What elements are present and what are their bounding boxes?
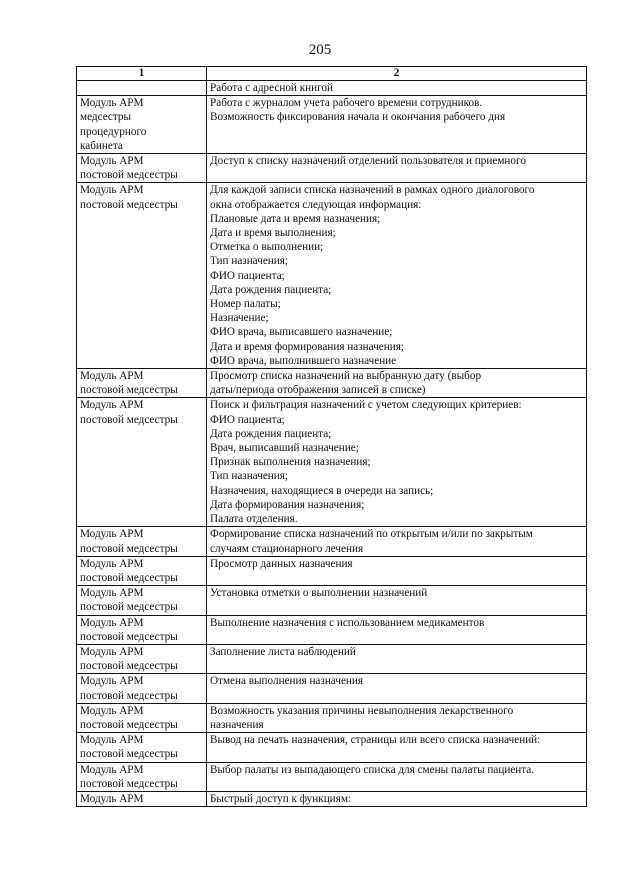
function-text-line: Просмотр списка назначений на выбранную дату (выбор xyxy=(210,370,482,383)
table-row xyxy=(77,615,587,644)
module-text-line: Модуль АРМ xyxy=(80,184,144,197)
module-text-line: Модуль АРМ xyxy=(80,704,144,717)
function-text-line: Доступ к списку назначений отделений пользователя и приемного xyxy=(210,155,526,168)
function-cell xyxy=(207,183,587,369)
function-text-line: Выполнение назначения с использованием медикаментов xyxy=(210,616,485,629)
module-cell xyxy=(77,703,207,732)
function-text-line: Плановые дата и время назначения; xyxy=(210,212,381,225)
function-text-line: назначения xyxy=(210,718,264,731)
function-text-line: Формирование списка назначений по открытым и/или по закрытым xyxy=(210,528,533,541)
module-cell xyxy=(77,369,207,398)
module-text-line: постовой медсестры xyxy=(80,169,178,182)
table-row xyxy=(77,183,587,369)
module-text-line: кабинета xyxy=(80,139,123,152)
table-row xyxy=(77,527,587,556)
table-row xyxy=(77,81,587,96)
function-text-line: Просмотр данных назначения xyxy=(210,557,353,570)
function-cell xyxy=(207,762,587,791)
table-row xyxy=(77,154,587,183)
column-header-1: 1 xyxy=(77,67,207,81)
module-cell xyxy=(77,398,207,527)
module-text-line: Модуль АРМ xyxy=(80,399,144,412)
table-row xyxy=(77,644,587,673)
page-number: 205 xyxy=(308,42,332,58)
function-text-line: ФИО пациента; xyxy=(210,413,285,426)
function-cell xyxy=(207,96,587,154)
module-text-line: постовой медсестры xyxy=(80,198,178,211)
requirements-table xyxy=(76,66,587,807)
module-text-line: Модуль АРМ xyxy=(80,557,144,570)
function-text-line: Номер палаты; xyxy=(210,298,281,311)
function-cell xyxy=(207,644,587,673)
module-text-line: Модуль АРМ xyxy=(80,645,144,658)
module-text-line: Модуль АРМ xyxy=(80,792,144,805)
function-text-line: даты/периода отображения записей в списке) xyxy=(210,384,426,397)
column-header-2: 2 xyxy=(207,67,587,81)
table-row xyxy=(77,733,587,762)
module-text-line: постовой медсестры xyxy=(80,689,178,702)
module-cell xyxy=(77,586,207,615)
function-cell xyxy=(207,733,587,762)
module-cell xyxy=(77,615,207,644)
module-cell xyxy=(77,791,207,806)
function-text-line: Дата и время формирования назначения; xyxy=(210,340,404,353)
function-cell xyxy=(207,703,587,732)
module-text-line: постовой медсестры xyxy=(80,413,178,426)
function-text-line: Дата рождения пациента; xyxy=(210,427,332,440)
function-text-line: случаям стационарного лечения xyxy=(210,542,364,555)
table-row xyxy=(77,703,587,732)
function-text-line: Возможность фиксирования начала и окончания рабочего дня xyxy=(210,111,506,124)
function-text-line: Быстрый доступ к функциям: xyxy=(210,792,352,805)
function-cell xyxy=(207,81,587,96)
function-text-line: Вывод на печать назначения, страницы или всего списка назначений: xyxy=(210,734,541,747)
function-text-line: Дата рождения пациента; xyxy=(210,283,332,296)
module-text-line: постовой медсестры xyxy=(80,748,178,761)
module-text-line: постовой медсестры xyxy=(80,630,178,643)
function-text-line: Врач, выписавший назначение; xyxy=(210,442,359,455)
module-text-line: медсестры xyxy=(80,111,132,124)
module-cell xyxy=(77,556,207,585)
module-cell xyxy=(77,762,207,791)
function-text-line: ФИО врача, выписавшего назначение; xyxy=(210,326,393,339)
function-cell xyxy=(207,615,587,644)
module-text-line: процедурного xyxy=(80,125,147,138)
module-text-line: Модуль АРМ xyxy=(80,616,144,629)
table-row xyxy=(77,791,587,806)
function-text-line: Возможность указания причины невыполнения лекарственного xyxy=(210,704,514,717)
table-row xyxy=(77,556,587,585)
module-text-line: постовой медсестры xyxy=(80,777,178,790)
function-text-line: Признак выполнения назначения; xyxy=(210,456,371,469)
function-text-line: окна отображается следующая информация: xyxy=(210,198,422,211)
function-text-line: Тип назначения; xyxy=(210,470,289,483)
function-text-line: Палата отделения. xyxy=(210,513,298,526)
function-text-line: Назначение; xyxy=(210,312,269,325)
module-text-line: постовой медсестры xyxy=(80,542,178,555)
table-row xyxy=(77,96,587,154)
function-text-line: Для каждой записи списка назначений в рамках одного диалогового xyxy=(210,184,535,197)
function-cell xyxy=(207,398,587,527)
function-cell xyxy=(207,791,587,806)
module-text-line: постовой медсестры xyxy=(80,660,178,673)
table-row xyxy=(77,586,587,615)
module-cell xyxy=(77,527,207,556)
function-text-line: Установка отметки о выполнении назначений xyxy=(210,587,428,600)
function-cell xyxy=(207,556,587,585)
module-text-line: постовой медсестры xyxy=(80,384,178,397)
module-text-line: Модуль АРМ xyxy=(80,587,144,600)
function-text-line: Дата и время выполнения; xyxy=(210,227,336,240)
function-text-line: Тип назначения; xyxy=(210,255,289,268)
function-text-line: Заполнение листа наблюдений xyxy=(210,645,356,658)
table-row xyxy=(77,674,587,703)
function-cell xyxy=(207,586,587,615)
module-cell xyxy=(77,733,207,762)
function-cell xyxy=(207,674,587,703)
module-text-line: постовой медсестры xyxy=(80,571,178,584)
function-text-line: Дата формирования назначения; xyxy=(210,498,365,511)
function-text-line: ФИО врача, выполнившего назначение xyxy=(210,354,397,367)
function-text-line: ФИО пациента; xyxy=(210,269,285,282)
function-text-line: Отмена выполнения назначения xyxy=(210,675,364,688)
module-cell xyxy=(77,674,207,703)
module-text-line: Модуль АРМ xyxy=(80,734,144,747)
table-body xyxy=(77,81,587,807)
module-cell xyxy=(77,96,207,154)
module-text-line: Модуль АРМ xyxy=(80,155,144,168)
function-text-line: Поиск и фильтрация назначений с учетом следующих критериев: xyxy=(210,399,522,412)
function-text-line: Выбор палаты из выпадающего списка для смены палаты пациента. xyxy=(210,763,535,776)
module-cell xyxy=(77,81,207,96)
module-text-line: Модуль АРМ xyxy=(80,763,144,776)
module-text-line: постовой медсестры xyxy=(80,601,178,614)
table-row xyxy=(77,398,587,527)
function-text-line: Работа с адресной книгой xyxy=(210,82,334,94)
module-text-line: Модуль АРМ xyxy=(80,97,144,110)
function-cell xyxy=(207,154,587,183)
module-cell xyxy=(77,183,207,369)
module-text-line: Модуль АРМ xyxy=(80,675,144,688)
module-text-line: Модуль АРМ xyxy=(80,370,144,383)
module-text-line: Модуль АРМ xyxy=(80,528,144,541)
function-text-line: Работа с журналом учета рабочего времени сотрудников. xyxy=(210,97,483,110)
module-cell xyxy=(77,644,207,673)
function-text-line: Назначения, находящиеся в очереди на запись; xyxy=(210,484,434,497)
table-row xyxy=(77,369,587,398)
module-cell xyxy=(77,154,207,183)
function-cell xyxy=(207,369,587,398)
module-text-line: постовой медсестры xyxy=(80,718,178,731)
table-header-row xyxy=(77,67,587,81)
function-text-line: Отметка о выполнении; xyxy=(210,241,324,254)
function-cell xyxy=(207,527,587,556)
table-row xyxy=(77,762,587,791)
